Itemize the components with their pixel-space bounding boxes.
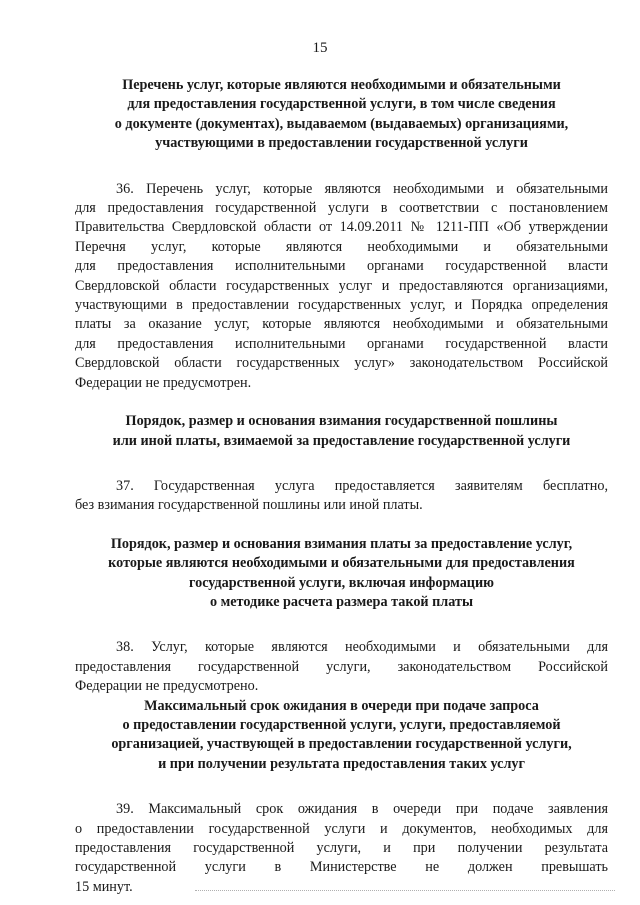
heading-line: Перечень услуг, которые являются необходимыми и обязательными <box>122 77 561 93</box>
paragraph-line: 39. Максимальный срок ожидания в очереди при подаче заявления <box>116 801 608 818</box>
page-number: 15 <box>312 40 328 56</box>
paragraph-line: Правительства Свердловской области от 14.09.2011 № 1211-ПП «Об утверждении <box>75 219 608 236</box>
heading-line: о методике расчета размера такой платы <box>209 593 474 610</box>
paragraph-line: для предоставления исполнительными органами государственной власти <box>75 258 608 275</box>
paragraph-line: предоставления государственной услуги, законодательством Российской <box>75 658 608 675</box>
paragraph-line: государственной услуги в Министерстве не должен превышать <box>75 859 608 876</box>
paragraph-line: 38. Услуг, которые являются необходимыми и обязательными для <box>116 639 608 656</box>
section-heading-fee-procedure <box>75 535 608 613</box>
heading-line: государственной услуги, включая информацию <box>189 574 494 591</box>
paragraph-line: для предоставления государственной услуги в соответствии с постановлением <box>75 200 608 217</box>
heading-line: Максимальный срок ожидания в очереди при подаче запроса <box>144 697 539 714</box>
heading-line: Порядок, размер и основания взимания платы за предоставление услуг, <box>110 535 573 552</box>
heading-line: которые являются необходимыми и обязательными для предоставления <box>108 555 575 572</box>
paragraph-line: Свердловской области государственных услуг и предоставляются организациями, <box>75 277 608 294</box>
paragraph-line: 36. Перечень услуг, которые являются необходимыми и обязательными <box>116 180 608 197</box>
heading-line: или иной платы, взимаемой за предоставление государственной услуги <box>112 432 571 449</box>
paragraph-line: без взимания государственной пошлины или иной платы. <box>75 497 423 514</box>
paragraph-39 <box>75 800 608 897</box>
paragraph-line: о предоставлении государственной услуги и документов, необходимых для <box>75 820 608 837</box>
section-heading-waiting-time <box>75 697 608 775</box>
heading-line: Порядок, размер и основания взимания государственной пошлины <box>125 413 558 430</box>
paragraph-line: предоставления государственной услуги, и при получении результата <box>75 840 608 856</box>
paragraph-line: Федерации не предусмотрено. <box>75 678 259 695</box>
section-heading-services-list <box>75 76 608 154</box>
heading-line: о предоставлении государственной услуги, услуги, предоставляемой <box>122 716 561 733</box>
paragraph-38 <box>75 638 608 696</box>
heading-line: и при получении результата предоставления таких услуг <box>158 755 525 772</box>
paragraph-line: платы за оказание услуг, которые являются необходимыми и обязательными <box>75 316 608 333</box>
paragraph-line: Свердловской области государственных услуг» законодательством Российской <box>75 355 608 372</box>
heading-line: для предоставления государственной услуги, в том числе сведения <box>127 96 556 113</box>
paragraph-line: Перечня услуг, которые являются необходимыми и обязательными <box>75 238 608 255</box>
paragraph-line: 15 минут. <box>75 878 133 895</box>
paragraph-line: участвующими в предоставлении государственных услуг, и Порядка определения <box>75 297 608 314</box>
paragraph-36 <box>75 180 608 393</box>
paragraph-line: Федерации не предусмотрен. <box>75 374 252 391</box>
paragraph-line: для предоставления исполнительными органами государственной власти <box>75 335 608 352</box>
heading-line: организацией, участвующей в предоставлении государственной услуги, <box>111 736 572 753</box>
document-body <box>75 76 608 897</box>
heading-line: участвующими в предоставлении государственной услуги <box>155 135 528 152</box>
scan-footer-marks <box>195 890 615 893</box>
section-heading-state-duty <box>75 412 608 451</box>
paragraph-line: 37. Государственная услуга предоставляется заявителям бесплатно, <box>116 477 608 494</box>
paragraph-37 <box>75 477 608 516</box>
heading-line: о документе (документах), выдаваемом (выдаваемых) организациями, <box>114 115 569 132</box>
